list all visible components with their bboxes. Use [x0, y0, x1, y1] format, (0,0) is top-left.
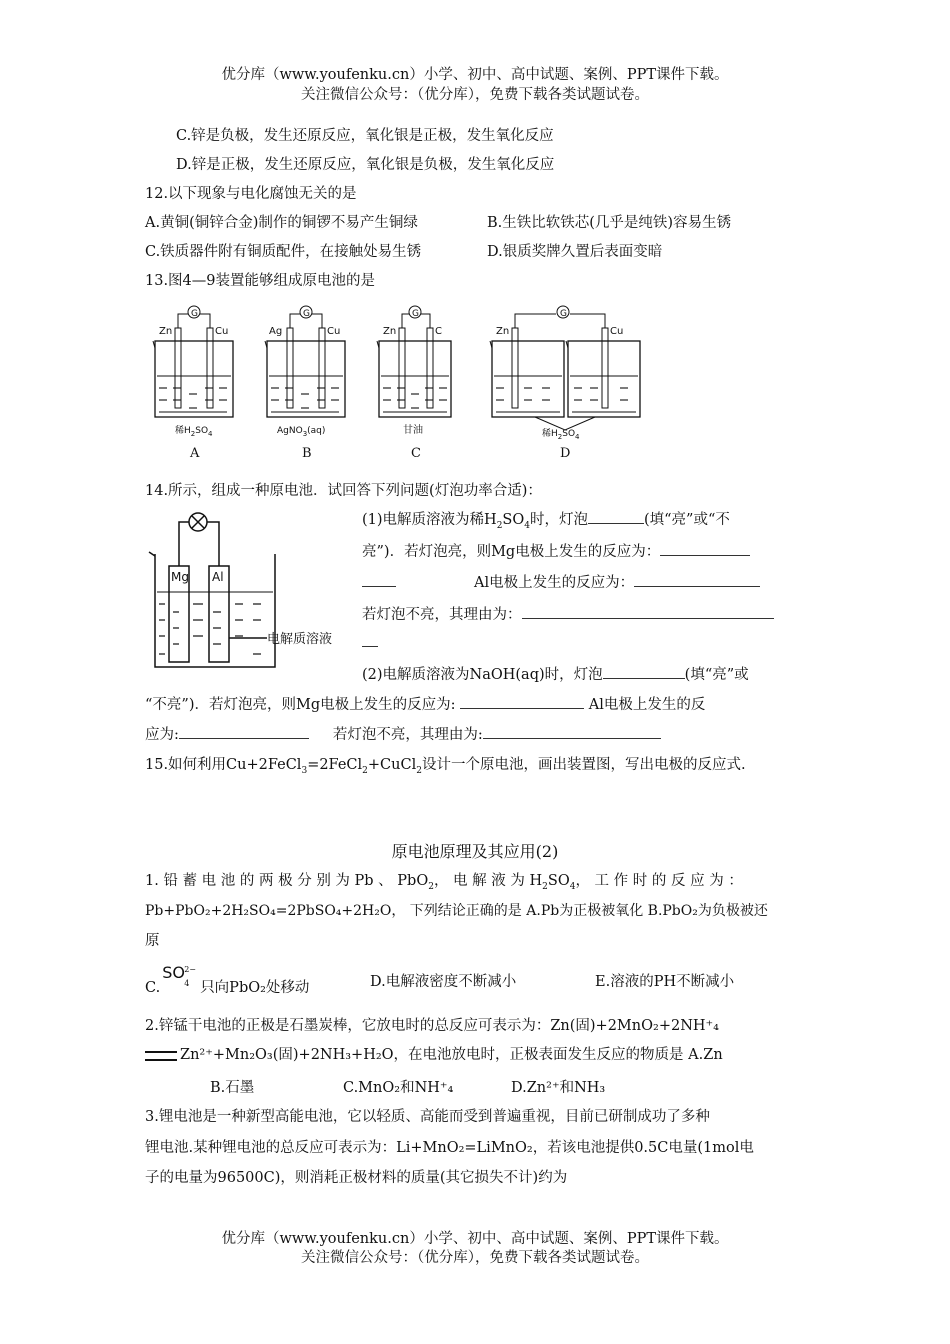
q14-p1b: 2: [496, 520, 503, 531]
answer-blank[interactable]: [603, 664, 685, 679]
q14-figure: [145, 504, 360, 674]
q15-c: +CuCl: [367, 757, 417, 773]
electrode-right: Cu: [327, 326, 341, 337]
electrode-right: Cu: [610, 326, 624, 337]
electrode-right: C: [435, 326, 442, 337]
answer-blank[interactable]: [483, 724, 661, 739]
s2-q1-option-c: [145, 963, 310, 998]
s2-q2-option-d: D.Zn²⁺和NH₃: [511, 1080, 606, 1096]
electrolyte-label: 电解质溶液: [267, 632, 333, 647]
q15-a: 15.如何利用Cu+2FeCl: [145, 757, 302, 773]
q14-p2a: 亮”)．若灯泡亮，则Mg电极上发生的反应为：: [362, 544, 661, 560]
q14-p6a: “不亮”)．若灯泡亮，则Mg电极上发生的反应为:: [145, 697, 456, 713]
q14-part1-line2: [362, 541, 750, 562]
meter-g: G: [412, 309, 419, 319]
q14-part2-line3: [145, 724, 661, 745]
q14-stem: 14.所示，组成一种原电池．试回答下列问题(灯泡功率合适)：: [145, 483, 542, 499]
figure-d: [490, 306, 640, 461]
q15-d: 设计一个原电池，画出装置图，写出电极的反应式.: [421, 757, 746, 773]
figure-a: [153, 306, 233, 461]
q14-p7b: 若灯泡不亮，其理由为:: [332, 727, 483, 743]
solution-label: 稀$H_2SO_4$: [542, 429, 580, 441]
answer-blank[interactable]: [362, 572, 396, 587]
q14-part2-line1: [362, 664, 749, 685]
q1-l1f: 4: [569, 881, 576, 892]
footer-line-1: 优分库（www.youfenku.cn）小学、初中、高中试题、案例、PPT课件下载。: [221, 1231, 729, 1247]
s2-q2-line2: Zn²⁺+Mn₂O₃(固)+2NH₃+H₂O，在电池放电时，正极表面发生反应的物质是 A.Zn: [180, 1047, 723, 1063]
answer-blank[interactable]: [522, 604, 774, 619]
q1-l1a: 1. 铅 蓄 电 池 的 两 极 分 别 为 Pb 、 PbO: [145, 873, 429, 889]
answer-blank[interactable]: [634, 572, 760, 587]
q14-part1-line3: [362, 572, 760, 593]
s2-q2-option-c: C.MnO₂和NH⁺₄: [343, 1080, 454, 1096]
figure-letter: D: [560, 446, 571, 461]
s2-q1-line3: 原: [145, 933, 160, 949]
s2-q1-option-d: D.电解液密度不断减小: [370, 974, 517, 990]
s2-q1-line2: Pb+PbO₂+2H₂SO₄=2PbSO₄+2H₂O， 下列结论正确的是 A.Pb为正极被氧化 B.PbO₂为负极被还: [145, 903, 768, 919]
q12-option-b: B.生铁比软铁芯(几乎是纯铁)容易生锈: [487, 215, 732, 231]
q11-option-c: C.锌是负极，发生还原反应，氧化银是正极，发生氧化反应: [176, 128, 554, 144]
q14-part1-line1: [362, 509, 730, 536]
figure-letter: C: [411, 446, 421, 461]
section-title: 原电池原理及其应用(2): [391, 842, 559, 861]
q14-p4a: 若灯泡不亮，其理由为：: [362, 607, 522, 623]
q14-p5b: (填“亮”或: [684, 667, 749, 683]
q14-p1f: (填“亮”或“不: [643, 512, 730, 528]
ion-symbol: SO: [162, 963, 185, 982]
figure-c: [377, 306, 451, 461]
q11-option-d: D.锌是正极，发生还原反应，氧化银是负极，发生氧化反应: [176, 157, 555, 173]
answer-blank[interactable]: [588, 509, 644, 524]
q14-p1e: 时，灯泡: [529, 512, 588, 528]
s2-q3-line3: 子的电量为96500C)，则消耗正极材料的质量(其它损失不计)约为: [145, 1170, 568, 1186]
q15-b: =2FeCl: [307, 757, 363, 773]
s2-q3-line1: 3.锂电池是一种新型高能电池，它以轻质、高能而受到普遍重视，目前已研制成功了多种: [145, 1109, 710, 1125]
q13-figures: [145, 296, 655, 466]
q15-s3: 2: [416, 765, 422, 776]
meter-g: G: [191, 309, 198, 319]
q14-p1c: SO: [502, 512, 525, 528]
answer-blank[interactable]: [179, 724, 309, 739]
s2-q2-option-b: B.石墨: [210, 1080, 255, 1096]
electrode-right: Cu: [215, 326, 229, 337]
s2-q2-line1: 2.锌锰干电池的正极是石墨炭棒，它放电时的总反应可表示为：Zn(固)+2MnO₂+2NH⁺₄: [145, 1018, 719, 1034]
q14-p1a: (1)电解质溶液为稀H: [362, 512, 497, 528]
q14-p7a: 应为:: [145, 727, 179, 743]
q14-p6b: Al电极上发生的反: [588, 697, 706, 713]
electrode-al: Al: [212, 570, 224, 584]
answer-blank[interactable]: [362, 632, 378, 647]
q14-p1d: 4: [524, 520, 530, 531]
ion-subscript: 4: [184, 979, 190, 988]
q15-s1: 3: [301, 765, 308, 776]
solution-label: 稀$H_2SO_4$: [175, 426, 213, 438]
q1-l1e: SO: [547, 873, 570, 889]
q12-stem: 12.以下现象与电化腐蚀无关的是: [145, 186, 357, 202]
electrode-left: Zn: [159, 326, 173, 337]
answer-blank[interactable]: [460, 694, 584, 709]
q15-stem: [145, 755, 746, 781]
s2-q1-option-e: E.溶液的PH不断减小: [595, 974, 735, 990]
electrode-left: Zn: [383, 326, 397, 337]
header-line-2: 关注微信公众号：（优分库），免费下载各类试题试卷。: [301, 87, 649, 103]
q12-option-d: D.银质奖牌久置后表面变暗: [487, 244, 663, 260]
q1-l1g: ， 工 作 时 的 反 应 为 ：: [575, 873, 743, 889]
figure-b: [265, 306, 345, 461]
solution-label: AgNO$_3$(aq): [277, 426, 326, 438]
q1-c-post: 只向PbO₂处移动: [200, 980, 310, 996]
q12-option-c: C.铁质器件附有铜质配件，在接触处易生锈: [145, 244, 422, 260]
q1-l1b: 2: [428, 881, 434, 892]
q14-p5a: (2)电解质溶液为NaOH(aq)时，灯泡: [362, 667, 603, 683]
figure-letter: A: [190, 446, 200, 461]
electrode-mg: Mg: [171, 570, 189, 584]
ion-charge: 2−: [184, 965, 196, 974]
q14-part1-line4: [362, 604, 774, 625]
electrode-left: Ag: [269, 326, 283, 337]
s2-q1-line1: [145, 871, 743, 897]
sulfate-ion: [160, 963, 200, 992]
figure-letter: B: [302, 446, 312, 461]
footer-line-2: 关注微信公众号：（优分库），免费下载各类试题试卷。: [301, 1250, 649, 1266]
solution-label: 甘油: [403, 425, 423, 436]
q1-l1d: 2: [542, 881, 548, 892]
s2-q3-line2: 锂电池.某种锂电池的总反应可表示为：Li+MnO₂=LiMnO₂，若该电池提供0.5C电量(1mol电: [145, 1140, 754, 1156]
q13-stem: 13.图4—9装置能够组成原电池的是: [145, 273, 376, 289]
q14-part1-line5: [362, 632, 378, 653]
answer-blank[interactable]: [660, 541, 750, 556]
q12-option-a: A.黄铜(铜锌合金)制作的铜锣不易产生铜绿: [145, 215, 418, 231]
meter-g: G: [303, 309, 310, 319]
header-line-1: 优分库（www.youfenku.cn）小学、初中、高中试题、案例、PPT课件下载。: [221, 67, 729, 83]
electrode-left: Zn: [496, 326, 510, 337]
q15-s2: 2: [362, 765, 368, 776]
q14-part2-line2: [145, 694, 705, 715]
q1-l1c: ， 电 解 液 为 H: [433, 873, 543, 889]
q1-c-pre: C.: [145, 980, 161, 996]
meter-g: G: [560, 309, 567, 319]
reaction-arrow: [145, 1051, 177, 1061]
q14-p3a: Al电极上发生的反应为：: [474, 575, 635, 591]
